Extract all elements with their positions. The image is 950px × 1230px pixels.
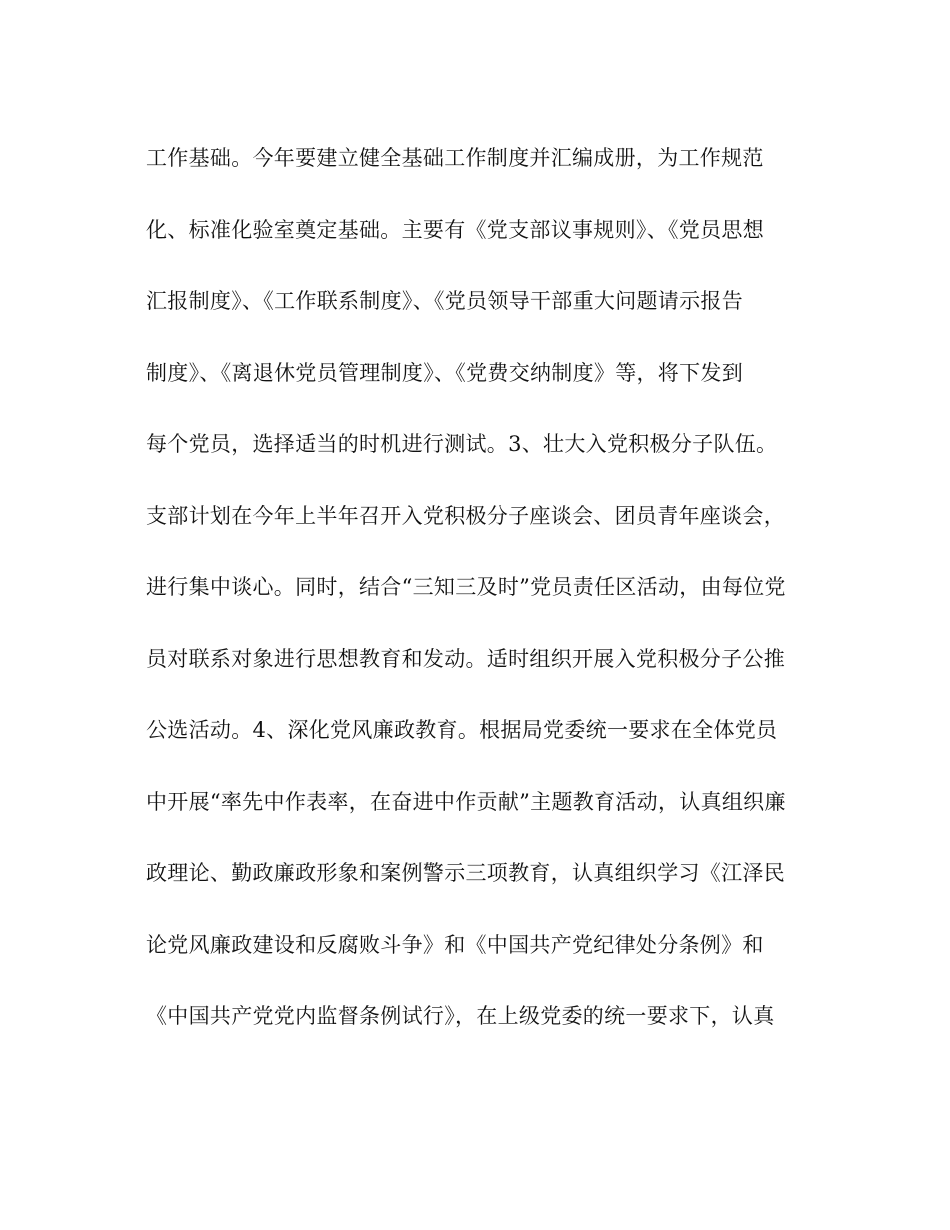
text-line-13: 《中国共产党党内监督条例试行》，在上级党委的统一要求下，认真 xyxy=(146,1004,775,1028)
text-line-12: 论党风廉政建设和反腐败斗争》和《中国共产党纪律处分条例》和 xyxy=(146,932,764,957)
text-line-2: 化、标准化验室奠定基础。主要有《党支部议事规则》、《党员思想 xyxy=(146,217,764,242)
text-line-1: 工作基础。今年要建立健全基础工作制度并汇编成册，为工作规范 xyxy=(146,146,764,170)
text-line-7: 进行集中谈心。同时，结合“三知三及时”党员责任区活动，由每位党 xyxy=(146,575,786,599)
text-line-10: 中开展“率先中作表率，在奋进中作贡献”主题教育活动，认真组织廉 xyxy=(146,789,786,814)
text-line-9: 公选活动。4、深化党风廉政教育。根据局党委统一要求在全体党员 xyxy=(146,718,778,742)
body-text xyxy=(146,140,806,1070)
text-line-11: 政理论、勤政廉政形象和案例警示三项教育，认真组织学习《江泽民 xyxy=(146,861,785,885)
text-line-5: 每个党员，选择适当的时机进行测试。3、壮大入党积极分子队伍。 xyxy=(146,432,778,456)
text-line-8: 员对联系对象进行思想教育和发动。适时组织开展入党积极分子公推 xyxy=(146,646,785,671)
text-line-6: 支部计划在今年上半年召开入党积极分子座谈会、团员青年座谈会， xyxy=(146,503,785,528)
text-line-4: 制度》、《离退休党员管理制度》、《党费交纳制度》等，将下发到 xyxy=(146,360,743,385)
text-line-3: 汇报制度》、《工作联系制度》、《党员领导干部重大问题请示报告 xyxy=(146,289,743,313)
